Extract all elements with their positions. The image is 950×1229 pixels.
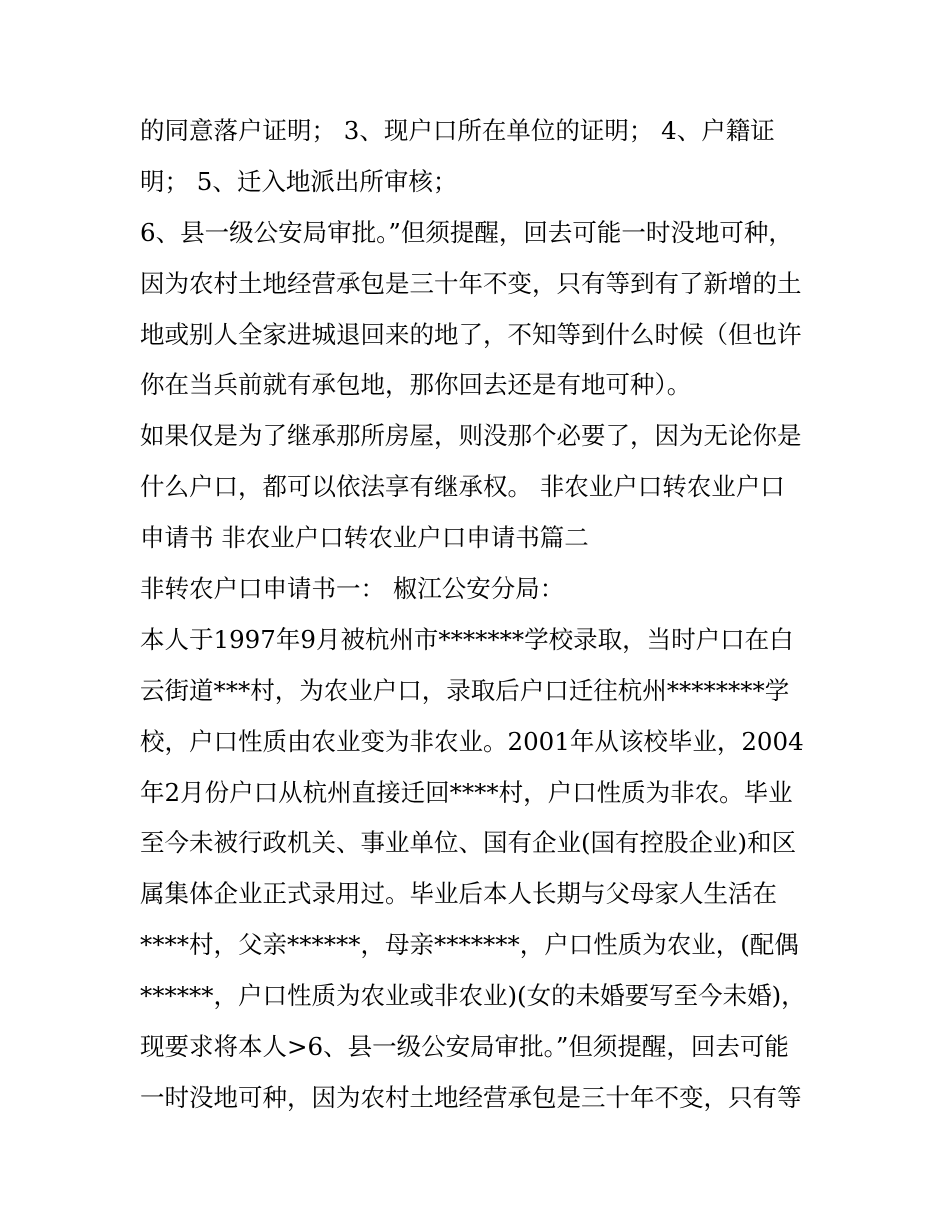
text-line: 什么户口，都可以依法享有继承权。 非农业户口转农业户口: [140, 472, 785, 502]
text-line: 至今未被行政机关、事业单位、国有企业(国有控股企业)和区: [140, 828, 797, 858]
text-line: 现要求将本人>6、县一级公安局审批。”但须提醒，回去可能: [140, 1032, 789, 1062]
text-line: 地或别人全家进城退回来的地了，不知等到什么时候（但也许: [140, 319, 802, 349]
text-line: 如果仅是为了继承那所房屋，则没那个必要了，因为无论你是: [140, 421, 802, 451]
text-line: 的同意落户证明； 3、现户口所在单位的证明； 4、户籍证: [140, 116, 775, 145]
text-line: 申请书 非农业户口转农业户口申请书篇二: [140, 523, 589, 553]
text-line: 本人于1997年9月被杭州市*******学校录取，当时户口在白: [140, 624, 794, 654]
text-line: 6、县一级公安局审批。”但须提醒，回去可能一时没地可种，: [140, 217, 793, 247]
text-line: 年2月份户口从杭州直接迁回****村，户口性质为非农。毕业: [140, 777, 793, 807]
text-line: 属集体企业正式录用过。毕业后本人长期与父母家人生活在: [140, 879, 777, 909]
text-line: 校，户口性质由农业变为非农业。2001年从该校毕业，2004: [140, 726, 804, 756]
text-line: 明； 5、迁入地派出所审核；: [140, 166, 458, 196]
text-line: ******，户口性质为农业或非农业)(女的未婚要写至今未婚)，: [140, 981, 806, 1011]
document-body: [140, 106, 820, 1124]
text-line: 你在当兵前就有承包地，那你回去还是有地可种）。: [140, 370, 692, 400]
text-line: 因为农村土地经营承包是三十年不变，只有等到有了新增的土: [140, 268, 802, 298]
text-line: 一时没地可种，因为农村土地经营承包是三十年不变，只有等: [140, 1082, 802, 1112]
text-line: 云街道***村，为农业户口，录取后户口迁往杭州********学: [140, 675, 790, 705]
text-line: ****村，父亲******，母亲*******，户口性质为农业，(配偶: [140, 930, 799, 960]
text-line: 非转农户口申请书一： 椒江公安分局：: [140, 574, 565, 604]
